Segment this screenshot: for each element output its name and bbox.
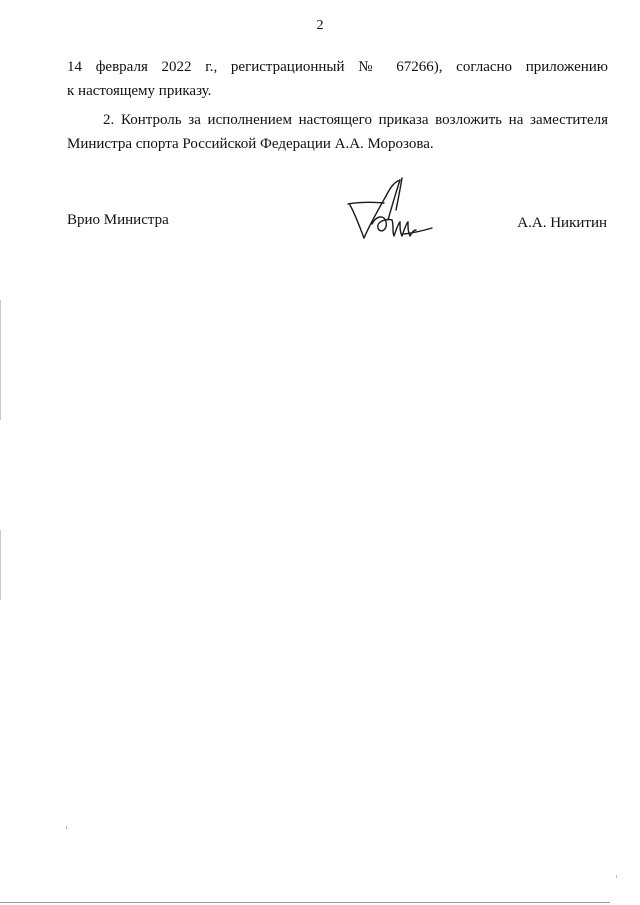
paragraph-line: к настоящему приказу. xyxy=(67,83,212,99)
paragraph-continuation xyxy=(67,55,608,103)
paragraph-line: 2. Контроль за исполнением настоящего приказа возложить на заместителя xyxy=(103,112,608,128)
paragraph-line: 14 февраля 2022 г., регистрационный № 67266), согласно приложению xyxy=(67,59,608,75)
handwritten-signature xyxy=(342,176,434,244)
scan-edge-mark xyxy=(0,300,1,420)
scan-speck xyxy=(616,875,617,878)
scan-bottom-edge xyxy=(0,902,610,903)
scan-speck xyxy=(66,826,67,829)
page-number: 2 xyxy=(316,18,324,33)
signatory-name: А.А. Никитин xyxy=(517,215,607,231)
signatory-title: Врио Министра xyxy=(67,212,169,228)
paragraph-control-clause xyxy=(67,108,608,156)
paragraph-line: Министра спорта Российской Федерации А.А. Морозова. xyxy=(67,136,434,152)
scan-edge-mark xyxy=(0,530,1,600)
